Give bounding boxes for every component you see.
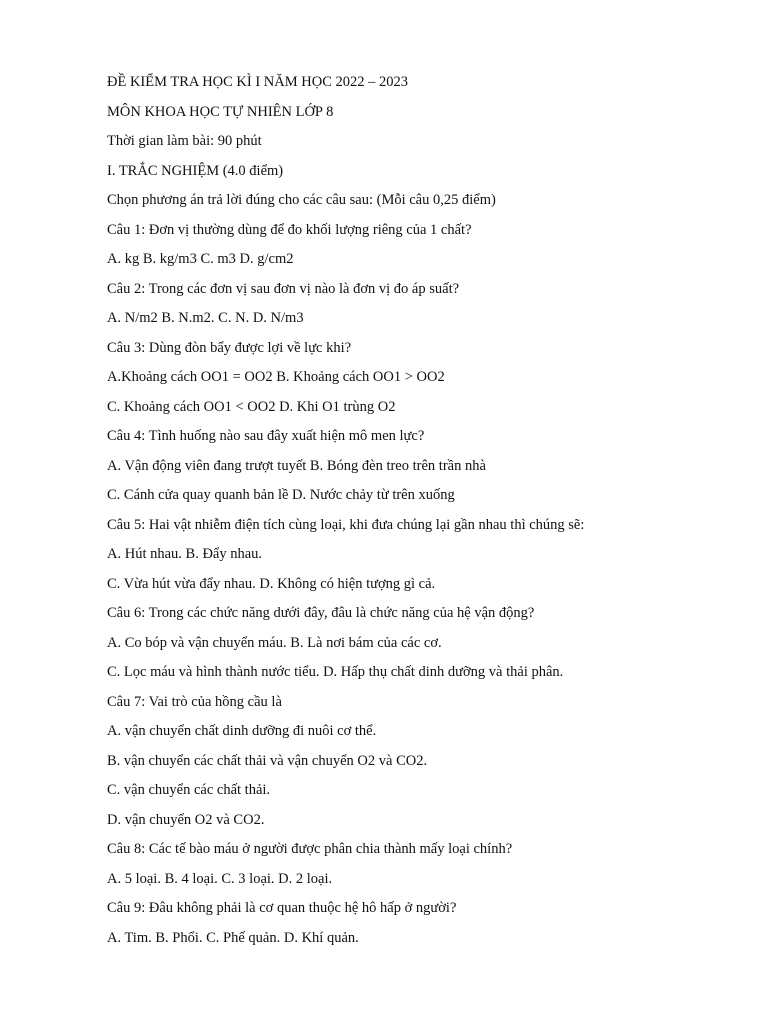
question-7: Câu 7: Vai trò của hồng cầu là <box>107 693 282 710</box>
question-2: Câu 2: Trong các đơn vị sau đơn vị nào là đơn vị đo áp suất? <box>107 280 460 297</box>
instructions: Chọn phương án trả lời đúng cho các câu sau: (Mỗi câu 0,25 điểm) <box>107 192 496 208</box>
question-8-options: A. 5 loại. B. 4 loại. C. 3 loại. D. 2 loại. <box>107 870 333 887</box>
question-2-options: A. N/m2 B. N.m2. C. N. D. N/m3 <box>107 310 304 326</box>
question-3-options-cd: C. Khoảng cách OO1 < OO2 D. Khi O1 trùng O2 <box>107 398 396 415</box>
question-3: Câu 3: Dùng đòn bẩy được lợi về lực khi? <box>107 339 352 356</box>
question-7-option-c: C. vận chuyển các chất thải. <box>107 782 271 798</box>
question-6: Câu 6: Trong các chức năng dưới đây, đâu là chức năng của hệ vận động? <box>107 605 535 621</box>
question-1-options: A. kg B. kg/m3 C. m3 D. g/cm2 <box>107 251 294 267</box>
time-limit: Thời gian làm bài: 90 phút <box>107 133 262 149</box>
question-9: Câu 9: Đâu không phải là cơ quan thuộc hệ hô hấp ở người? <box>107 900 457 916</box>
question-9-options: A. Tim. B. Phổi. C. Phế quản. D. Khí quản. <box>107 929 359 946</box>
question-4: Câu 4: Tình huống nào sau đây xuất hiện mô men lực? <box>107 428 425 444</box>
question-5-options-ab: A. Hút nhau. B. Đẩy nhau. <box>107 546 263 562</box>
question-7-option-d: D. vận chuyển O2 và CO2. <box>107 811 265 828</box>
question-4-options-cd: C. Cánh cửa quay quanh bản lề D. Nước chảy từ trên xuống <box>107 487 455 503</box>
subject-line: MÔN KHOA HỌC TỰ NHIÊN LỚP 8 <box>107 103 334 120</box>
question-7-option-a: A. vận chuyển chất dinh dưỡng đi nuôi cơ thể. <box>107 723 377 739</box>
question-6-options-cd: C. Lọc máu và hình thành nước tiểu. D. Hấp thụ chất dinh dưỡng và thải phân. <box>107 664 564 680</box>
question-8: Câu 8: Các tế bào máu ở người được phân chia thành mấy loại chính? <box>107 841 513 857</box>
question-5: Câu 5: Hai vật nhiễm điện tích cùng loại, khi đưa chúng lại gần nhau thì chúng sẽ: <box>107 516 585 533</box>
question-4-options-ab: A. Vận động viên đang trượt tuyết B. Bóng đèn treo trên trần nhà <box>107 457 486 474</box>
question-3-options-ab: A.Khoảng cách OO1 = OO2 B. Khoảng cách OO1 > OO2 <box>107 369 445 385</box>
question-7-option-b: B. vận chuyển các chất thải và vận chuyển O2 và CO2. <box>107 752 428 769</box>
document-body <box>107 70 727 955</box>
exam-title: ĐỀ KIỂM TRA HỌC KÌ I NĂM HỌC 2022 – 2023 <box>107 74 409 90</box>
section-heading: I. TRẮC NGHIỆM (4.0 điểm) <box>107 162 284 179</box>
question-5-options-cd: C. Vừa hút vừa đẩy nhau. D. Không có hiện tượng gì cả. <box>107 575 436 592</box>
question-1: Câu 1: Đơn vị thường dùng để đo khối lượng riêng của 1 chất? <box>107 221 472 238</box>
question-6-options-ab: A. Co bóp và vận chuyển máu. B. Là nơi bám của các cơ. <box>107 634 442 651</box>
